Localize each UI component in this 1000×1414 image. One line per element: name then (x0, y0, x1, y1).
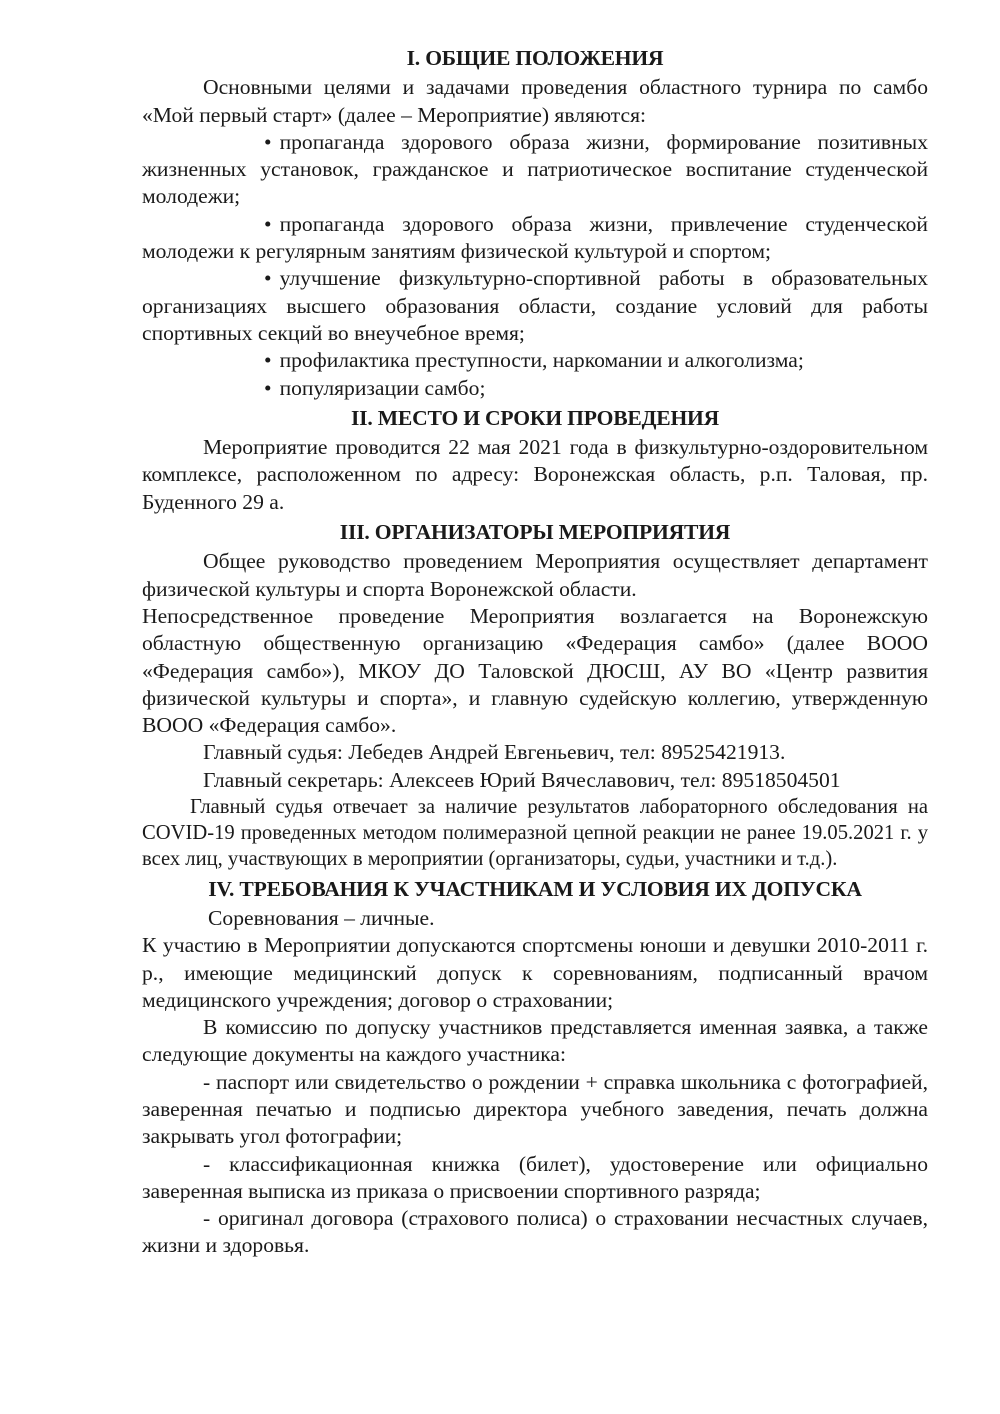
chief-secretary-line: Главный секретарь: Алексеев Юрий Вячеславович, тел: 89518504501 (203, 767, 841, 792)
section-place-and-dates (142, 402, 928, 516)
section-heading: I. ОБЩИЕ ПОЛОЖЕНИЯ (406, 46, 664, 70)
paragraph: Общее руководство проведением Мероприятия осуществляет департамент физической культуры и спорта Воронежской области. (142, 549, 928, 601)
bullet-item (142, 347, 928, 374)
document-item: - классификационная книжка (билет), удостоверение или официально заверенная выписка из приказа о присвоении спортивного разряда; (142, 1151, 928, 1203)
paragraph: Соревнования – личные. (208, 905, 435, 930)
section-organizers (142, 516, 928, 873)
section-general-provisions (142, 42, 928, 402)
bullet-icon: • (264, 129, 272, 154)
bullet-text: профилактика преступности, наркомании и алкоголизма; (279, 348, 804, 373)
bullet-item (142, 265, 928, 347)
bullet-text: улучшение физкультурно-спортивной работы в образовательных организациях высшего образования области, создание условий для работы спортивных секций во внеучебное время; (142, 266, 928, 345)
document-page (142, 42, 928, 1260)
bullet-item (142, 375, 928, 402)
document-item: - паспорт или свидетельство о рождении + справка школьника с фотографией, заверенная печатью и подписью директора учебного заведения, печать должна закрывать угол фотографии; (142, 1069, 928, 1149)
section-heading: II. МЕСТО И СРОКИ ПРОВЕДЕНИЯ (350, 405, 720, 430)
chief-judge-line: Главный судья: Лебедев Андрей Евгеньевич, тел: 89525421913. (203, 740, 786, 765)
bullet-icon: • (264, 375, 272, 400)
bullet-text: популяризации самбо; (279, 375, 486, 400)
paragraph: К участию в Мероприятии допускаются спортсмены юноши и девушки 2010-2011 г. р., имеющие медицинский допуск к соревнованиям, подписанный врачом медицинского учреждения; договор о страховании; (142, 933, 928, 1012)
section-heading: III. ОРГАНИЗАТОРЫ МЕРОПРИЯТИЯ (339, 520, 731, 545)
covid-paragraph: Главный судья отвечает за наличие результатов лабораторного обследования на COVID-19 проведенных методом полимеразной цепной реакции не ранее 19.05.2021 г. у всех лиц, участвующих в мероприятии (организаторы, судьи, участники и т.д.). (142, 796, 928, 871)
bullet-icon: • (264, 211, 272, 236)
section-heading: IV. ТРЕБОВАНИЯ К УЧАСТНИКАМ И УСЛОВИЯ ИХ ДОПУСКА (208, 876, 862, 901)
paragraph: В комиссию по допуску участников представляется именная заявка, а также следующие документы на каждого участника: (142, 1015, 928, 1067)
bullet-item (142, 211, 928, 266)
section-participant-requirements (142, 873, 928, 1260)
bullet-text: пропаганда здорового образа жизни, привлечение студенческой молодежи к регулярным занятиям физической культурой и спортом; (142, 211, 928, 264)
paragraph: Мероприятие проводится 22 мая 2021 года в физкультурно-оздоровительном комплексе, расположенном по адресу: Воронежская область, р.п. Таловая, пр. Буденного 29 а. (142, 435, 928, 514)
paragraph: Основными целями и задачами проведения областного турнира по самбо «Мой первый старт» (далее – Мероприятие) являются: (142, 75, 928, 127)
bullet-text: пропаганда здорового образа жизни, формирование позитивных жизненных установок, гражданское и патриотическое воспитание студенческой молодежи; (142, 129, 928, 209)
bullet-icon: • (264, 348, 272, 373)
paragraph: Непосредственное проведение Мероприятия возлагается на Воронежскую областную общественную организацию «Федерация самбо» (далее ВООО «Федерация самбо»), МКОУ ДО Таловской ДЮСШ, АУ ВО «Центр развития физической культуры и спорта», и главную судейскую коллегию, утвержденную ВООО «Федерация самбо». (142, 603, 928, 738)
bullet-icon: • (264, 266, 272, 291)
document-item: - оригинал договора (страхового полиса) о страховании несчастных случаев, жизни и здоровья. (142, 1206, 928, 1258)
bullet-item (142, 129, 928, 211)
